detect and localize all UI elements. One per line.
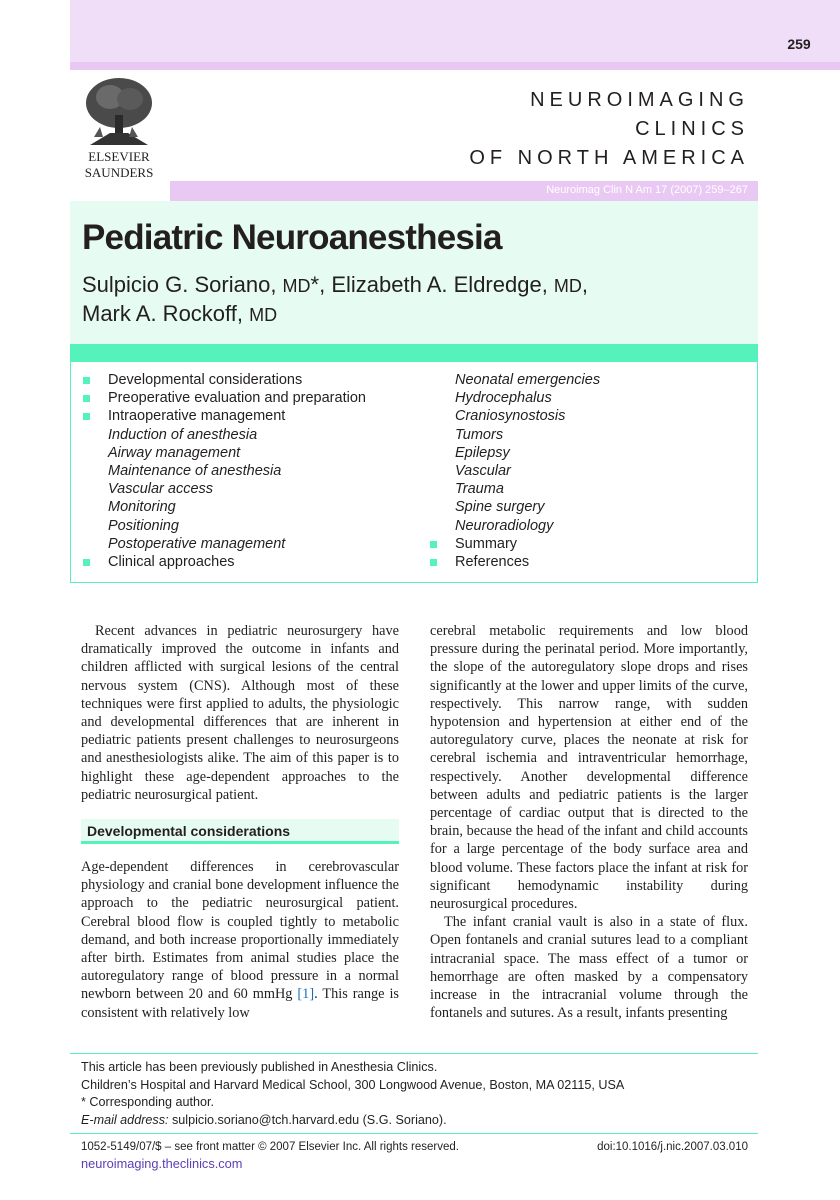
author-line (82, 271, 588, 300)
outline-item-label: Spine surgery (455, 499, 545, 516)
outline-item-label: Trauma (455, 481, 504, 498)
article-outline (70, 362, 758, 583)
doi-link[interactable]: doi:10.1016/j.nic.2007.03.010 (597, 1141, 748, 1153)
outline-item[interactable] (455, 426, 600, 444)
outline-item-label: Vascular (455, 462, 511, 479)
outline-item[interactable] (108, 535, 366, 553)
journal-title (469, 86, 749, 173)
author-degree: MD (553, 276, 582, 296)
tree-logo-icon (80, 75, 158, 147)
footnote-corresponding: * Corresponding author. (81, 1095, 215, 1109)
elsevier-logo (80, 75, 158, 181)
footnote-rule (70, 1053, 758, 1054)
outline-item[interactable] (455, 480, 600, 498)
body-paragraph: The infant cranial vault is also in a state of flux. Open fontanels and cranial sutures lead to a compliant intracranial space. The mass effect of a tumor or hemorrhage are often masked by a compensatory increase in the intracranial volume through the fontanels and sutures. As a result, infants presenting (430, 914, 748, 1022)
footnote-email (81, 1112, 624, 1130)
paragraph-text: . This range is consistent with relatively low (81, 986, 399, 1021)
outline-item-label: Induction of anesthesia (108, 426, 258, 443)
author-separator: , (581, 272, 589, 297)
article-title: Pediatric Neuroanesthesia (82, 218, 502, 257)
outline-item[interactable] (108, 444, 366, 462)
outline-item-label: Tumors (455, 426, 504, 443)
body-column-right (430, 622, 748, 1022)
header-rule (70, 62, 840, 70)
author-name: *, Elizabeth A. Eldredge, (310, 272, 554, 297)
outline-column-left (108, 371, 366, 571)
author-name: Mark A. Rockoff, (82, 301, 250, 326)
square-bullet-icon (83, 395, 90, 402)
outline-item[interactable] (455, 553, 600, 571)
outline-item-label: Developmental considerations (108, 372, 303, 388)
outline-column-right (455, 371, 600, 571)
email-label: E-mail address: (81, 1112, 169, 1127)
outline-item[interactable] (108, 462, 366, 480)
footnote-affiliation: Children’s Hospital and Harvard Medical School, 300 Longwood Avenue, Boston, MA 02115, USA (81, 1077, 625, 1092)
outline-item-label: Craniosynostosis (455, 408, 566, 425)
square-bullet-icon (430, 541, 437, 548)
outline-item-label: Vascular access (108, 481, 214, 498)
outline-item-label: Positioning (108, 517, 179, 534)
outline-item-label: Maintenance of anesthesia (108, 462, 282, 479)
outline-item-label: Intraoperative management (108, 408, 286, 425)
outline-item-label: Epilepsy (455, 444, 510, 461)
outline-item-label: Neuroradiology (455, 517, 554, 534)
outline-item-label: References (455, 553, 530, 570)
outline-item[interactable] (108, 480, 366, 498)
outline-item-label: Hydrocephalus (455, 390, 552, 407)
footnotes (81, 1059, 624, 1129)
author-list (82, 271, 588, 329)
intro-paragraph: Recent advances in pediatric neurosurgery have dramatically improved the outcome in infants and children afflicted with surgical lesions of the central nervous system (CNS). Although most of these techniques were first applied to adults, the physiologic and developmental differences that are inherent in pediatric patients present challenges to neurosurgeons and anesthesiologists alike. The aim of this paper is to highlight these age-dependent approaches to the pediatric neurosurgical patient. (81, 623, 399, 803)
outline-item[interactable] (455, 444, 600, 462)
body-column-left (81, 622, 399, 1022)
outline-item[interactable] (108, 407, 366, 425)
author-line (82, 300, 588, 329)
journal-citation: Neuroimag Clin N Am 17 (2007) 259–267 (546, 184, 748, 196)
logo-line-saunders: SAUNDERS (84, 165, 154, 180)
email-value[interactable]: sulpicio.soriano@tch.harvard.edu (S.G. Soriano). (168, 1112, 447, 1127)
outline-item[interactable] (455, 535, 600, 553)
outline-item[interactable] (108, 389, 366, 407)
outline-item[interactable] (455, 371, 600, 389)
body-paragraph: cerebral metabolic requirements and low blood pressure during the perinatal period. More importantly, the slope of the autoregulatory slope drops and rises significantly at the lower and upper limits of the curve, respectively. This narrow range, with sudden hypotension and hypertension at either end of the autoregulatory curve, places the neonate at risk for cerebral ischemia and intraventricular hemorrhage, respectively. Another developmental difference between adults and pediatric patients is the larger percentage of cardiac output that is directed to the brain, because the head of the infant and child accounts for a large percentage of the body surface area and blood volume. These factors place the infant at risk for significant hemodynamic instability during neurosurgical procedures. (430, 623, 748, 913)
outline-item[interactable] (108, 517, 366, 535)
outline-item[interactable] (455, 498, 600, 516)
outline-item-label: Airway management (108, 444, 241, 461)
logo-line-elsevier: ELSEVIER (88, 149, 150, 164)
outline-item[interactable] (455, 462, 600, 480)
reference-link[interactable]: [1] (297, 986, 315, 1003)
outline-header-bar (70, 344, 758, 362)
outline-item[interactable] (108, 371, 366, 389)
header-band (70, 0, 758, 62)
footer-rule (70, 1133, 758, 1134)
square-bullet-icon (83, 377, 90, 384)
square-bullet-icon (83, 559, 90, 566)
outline-item[interactable] (455, 407, 600, 425)
copyright-notice: 1052-5149/07/$ – see front matter © 2007 Elsevier Inc. All rights reserved. (81, 1141, 459, 1153)
author-degree: MD (249, 305, 278, 325)
outline-item[interactable] (108, 426, 366, 444)
journal-website-link[interactable]: neuroimaging.theclinics.com (81, 1156, 243, 1171)
outline-item[interactable] (108, 498, 366, 516)
section-heading-text: Developmental considerations (87, 823, 291, 840)
journal-title-line: NEUROIMAGING (530, 89, 749, 111)
journal-title-line: OF NORTH AMERICA (469, 147, 749, 169)
outline-item-label: Monitoring (108, 499, 176, 516)
outline-item[interactable] (455, 517, 600, 535)
outline-item-label: Neonatal emergencies (455, 372, 601, 388)
body-paragraph (81, 858, 399, 1022)
square-bullet-icon (83, 413, 90, 420)
outline-item-label: Clinical approaches (108, 553, 235, 570)
outline-item[interactable] (108, 553, 366, 571)
outline-item-label: Summary (455, 535, 518, 552)
outline-item-label: Postoperative management (108, 535, 286, 552)
page-number-box (758, 0, 840, 70)
author-degree: MD (282, 276, 311, 296)
square-bullet-icon (430, 559, 437, 566)
outline-item-label: Preoperative evaluation and preparation (108, 390, 366, 407)
paragraph-text: Age-dependent differences in cerebrovascular physiology and cranial bone development influence the approach to the pediatric neurosurgical patient. Cerebral blood flow is coupled tightly to metabolic demand, and both increase proportionally immediately after birth. Estimates from animal studies place the autoregulatory range of blood pressure in a normal newborn between 20 and 60 mmHg (81, 859, 399, 1003)
outline-item[interactable] (455, 389, 600, 407)
author-name: Sulpicio G. Soriano, (82, 272, 283, 297)
section-heading (81, 819, 399, 844)
journal-title-line: CLINICS (635, 118, 749, 140)
page-number: 259 (787, 36, 811, 52)
footnote-line: This article has been previously published in Anesthesia Clinics. (81, 1060, 438, 1074)
